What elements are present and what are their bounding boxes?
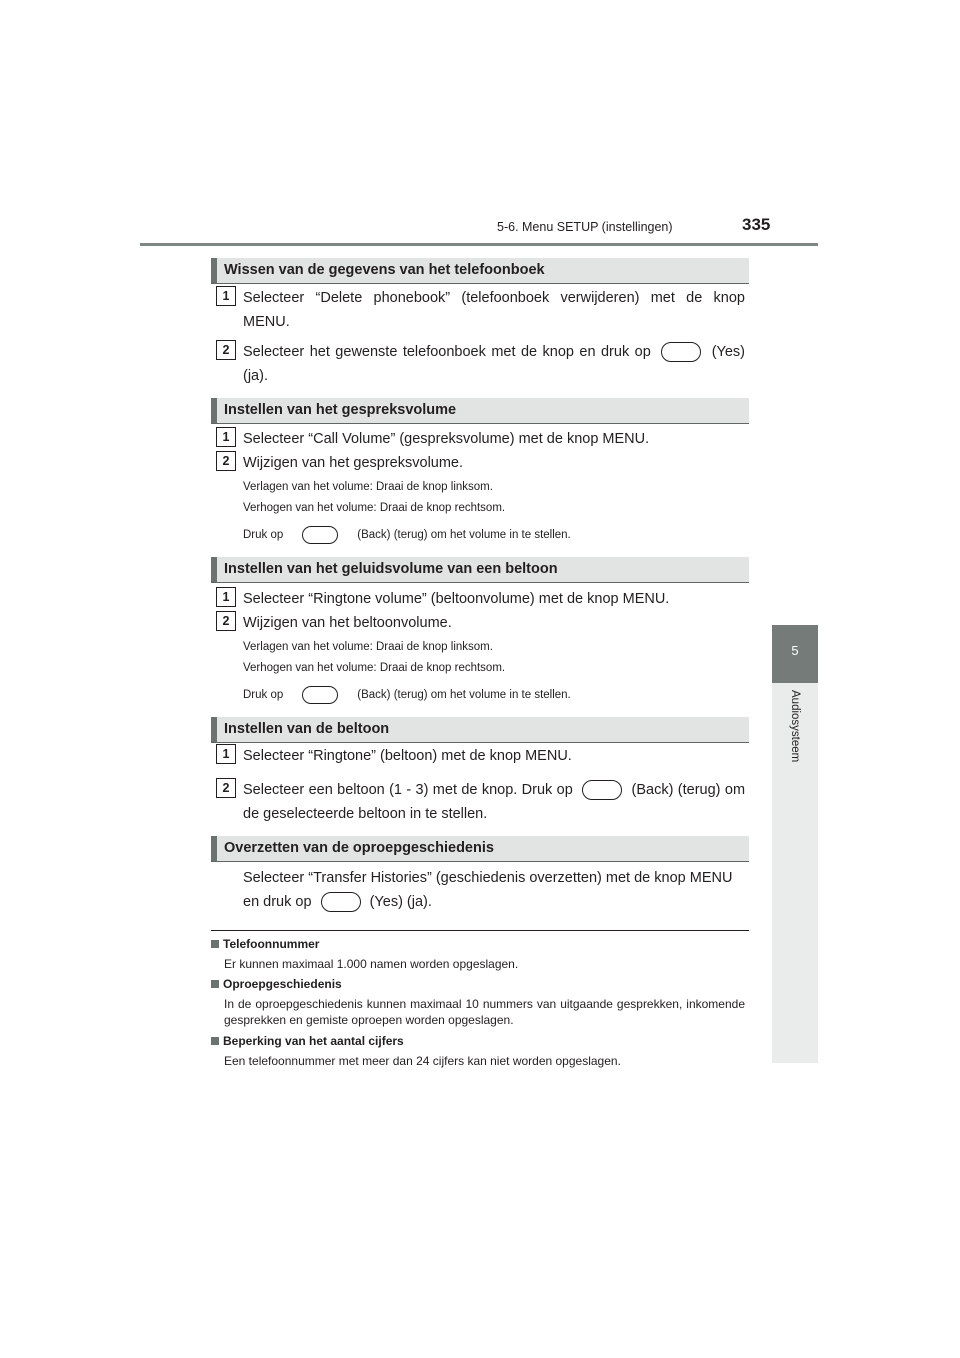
- step-number-badge: 2: [216, 611, 236, 631]
- chapter-heading: 5-6. Menu SETUP (instellingen): [497, 220, 673, 234]
- chapter-tab-number: 5: [772, 625, 818, 683]
- note-title: [211, 937, 319, 951]
- yes-button-icon: [661, 342, 701, 362]
- step-number-badge: 2: [216, 340, 236, 360]
- note-title-text: Oproepgeschiedenis: [223, 977, 342, 991]
- section-text: Selecteer “Transfer Histories” (geschiedenis overzetten) met de knop MENU: [243, 870, 733, 886]
- step-number-badge: 2: [216, 451, 236, 471]
- step-number-badge: 1: [216, 286, 236, 306]
- step-text-part: (Yes) (ja).: [243, 344, 745, 384]
- section-heading-call-volume: [211, 398, 749, 424]
- back-button-icon: [582, 780, 622, 800]
- note-body: Er kunnen maximaal 1.000 namen worden opgeslagen.: [224, 957, 519, 971]
- bullet-square-icon: [211, 1037, 219, 1045]
- section-heading-phonebook-delete: [211, 258, 749, 284]
- step-number-badge: 2: [216, 778, 236, 798]
- back-button-icon: [302, 686, 338, 704]
- detail-text: Verlagen van het volume: Draai de knop linksom.: [243, 641, 493, 653]
- step-text-part: Selecteer het gewenste telefoonboek met de knop en druk op: [243, 344, 651, 360]
- step-text: Selecteer “Ringtone volume” (beltoonvolume) met de knop MENU.: [243, 591, 670, 607]
- step-text: Wijzigen van het gespreksvolume.: [243, 455, 464, 471]
- section-text-part: en druk op: [243, 894, 312, 910]
- section-title: Instellen van het gespreksvolume: [224, 402, 457, 418]
- note-title-text: Telefoonnummer: [223, 937, 320, 951]
- note-title: [211, 977, 342, 991]
- step-text: [243, 778, 745, 826]
- header-divider: [140, 243, 818, 246]
- step-text: Selecteer “Delete phonebook” (telefoonboek verwijderen) met de knop MENU.: [243, 290, 745, 330]
- section-title: Instellen van het geluidsvolume van een beltoon: [224, 561, 558, 577]
- detail-text: [243, 526, 571, 544]
- detail-text: Verhogen van het volume: Draai de knop rechtsom.: [243, 502, 506, 514]
- note-title: [211, 1034, 404, 1048]
- section-heading-transfer-histories: [211, 836, 749, 862]
- step-number-badge: 1: [216, 744, 236, 764]
- detail-text-part: Druk op: [243, 689, 284, 702]
- yes-button-icon: [321, 892, 361, 912]
- detail-text-part: (Back) (terug) om het volume in te stellen.: [357, 529, 571, 542]
- section-title: Wissen van de gegevens van het telefoonboek: [224, 262, 545, 278]
- step-text: Selecteer “Ringtone” (beltoon) met de knop MENU.: [243, 748, 572, 764]
- step-number-badge: 1: [216, 587, 236, 607]
- step-text-part: om de geselecteerde beltoon in te stellen.: [243, 782, 746, 822]
- section-text-part: (Yes) (ja).: [369, 894, 432, 910]
- detail-text: Verhogen van het volume: Draai de knop rechtsom.: [243, 662, 506, 674]
- section-title: Instellen van de beltoon: [224, 721, 390, 737]
- section-title: Overzetten van de oproepgeschiedenis: [224, 840, 494, 856]
- step-text-part: Selecteer een beltoon (1 - 3) met de knop. Druk op: [243, 782, 573, 798]
- step-text-part: (Back) (terug): [631, 782, 721, 798]
- section-text: [243, 890, 745, 914]
- notes-divider: [211, 930, 749, 931]
- note-body: Een telefoonnummer met meer dan 24 cijfers kan niet worden opgeslagen.: [224, 1054, 621, 1068]
- back-button-icon: [302, 526, 338, 544]
- section-heading-ringtone: [211, 717, 749, 743]
- step-number-badge: 1: [216, 427, 236, 447]
- detail-text: Verlagen van het volume: Draai de knop linksom.: [243, 481, 493, 493]
- detail-text-part: Druk op: [243, 529, 284, 542]
- note-body: In de oproepgeschiedenis kunnen maximaal 10 nummers van uitgaande gesprekken, inkomende gesprekken en gemiste oproepen worden opgeslagen.: [224, 997, 745, 1027]
- step-text: Selecteer “Call Volume” (gespreksvolume) met de knop MENU.: [243, 431, 650, 447]
- detail-text: [243, 686, 571, 704]
- page-number: 335: [742, 215, 771, 234]
- section-heading-ringtone-volume: [211, 557, 749, 583]
- bullet-square-icon: [211, 940, 219, 948]
- step-text: [243, 340, 745, 388]
- step-text: Wijzigen van het beltoonvolume.: [243, 615, 452, 631]
- note-title-text: Beperking van het aantal cijfers: [223, 1034, 404, 1048]
- detail-text-part: (Back) (terug) om het volume in te stellen.: [357, 689, 571, 702]
- bullet-square-icon: [211, 980, 219, 988]
- chapter-tab-label: Audiosysteem: [789, 690, 801, 763]
